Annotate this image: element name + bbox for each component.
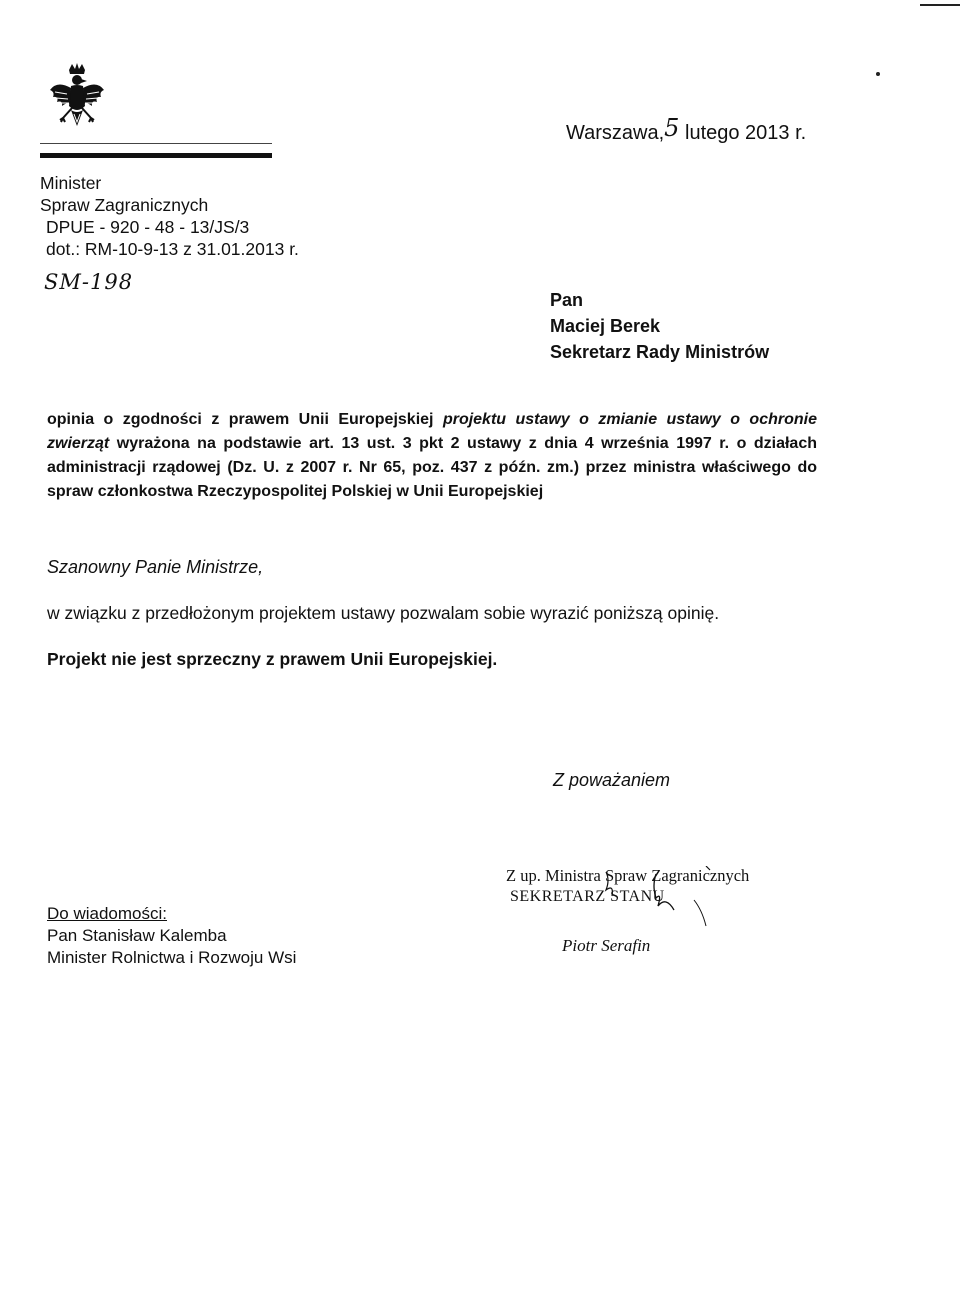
subject-part3: wyrażona na podstawie art. 13 ust. 3 pkt 2 ustawy z dnia 4 września 1997 r. o działach administracji rządowej (Dz. U. z 2007 r. Nr 65, poz. 437 z późn. zm.) przez ministra właściwego do spraw członkostwa Rzeczypospolitej Polskiej w Unii Europejskiej xyxy=(47,435,817,500)
cc-block xyxy=(47,903,296,969)
subject-paragraph xyxy=(47,408,817,504)
polish-eagle-emblem-icon xyxy=(47,62,107,142)
cc-position: Minister Rolnictwa i Rozwoju Wsi xyxy=(47,948,297,967)
subject-part2: projektu ustawy o zmianie ustawy o ochronie zwierząt xyxy=(47,411,817,452)
letter-closing: Z poważaniem xyxy=(553,770,671,790)
cc-name: Pan Stanisław Kalemba xyxy=(47,926,227,945)
scan-dot xyxy=(876,72,880,76)
sender-block xyxy=(40,172,299,260)
place-date xyxy=(566,114,806,145)
stamp-line-2: SEKRETARZ STANU xyxy=(510,888,665,905)
subject-part1: opinia o zgodności z prawem Unii Europejskiej xyxy=(47,411,443,428)
signer-name: Piotr Serafin xyxy=(562,936,651,955)
letter-conclusion: Projekt nie jest sprzeczny z prawem Unii Europejskiej. xyxy=(47,649,498,669)
date-day-handwritten: 5 xyxy=(664,114,680,142)
place: Warszawa, xyxy=(566,122,665,144)
sender-title: Minister xyxy=(40,173,102,193)
stamp-line-1: Z up. Ministra Spraw Zagranicznych xyxy=(506,866,750,885)
header-rule-thin xyxy=(40,143,272,144)
sender-reference: DPUE - 920 - 48 - 13/JS/3 xyxy=(46,217,250,237)
letter-body: w związku z przedłożonym projektem ustawy pozwalam sobie wyrazić poniższą opinię. xyxy=(47,603,720,623)
sender-ministry: Spraw Zagranicznych xyxy=(40,195,209,215)
cc-heading: Do wiadomości: xyxy=(47,904,167,923)
sender-regarding: dot.: RM-10-9-13 z 31.01.2013 r. xyxy=(46,239,299,259)
corner-scan-mark xyxy=(920,4,960,6)
letter-salutation: Szanowny Panie Ministrze, xyxy=(47,557,264,577)
recipient-position: Sekretarz Rady Ministrów xyxy=(550,342,770,362)
signature-stamp xyxy=(506,866,776,966)
handwritten-reference: SM-198 xyxy=(44,270,134,294)
recipient-block xyxy=(550,287,769,365)
date-rest: lutego 2013 r. xyxy=(679,122,807,144)
header-rule-thick xyxy=(40,153,272,158)
recipient-name: Maciej Berek xyxy=(550,316,661,336)
recipient-title: Pan xyxy=(550,290,584,310)
